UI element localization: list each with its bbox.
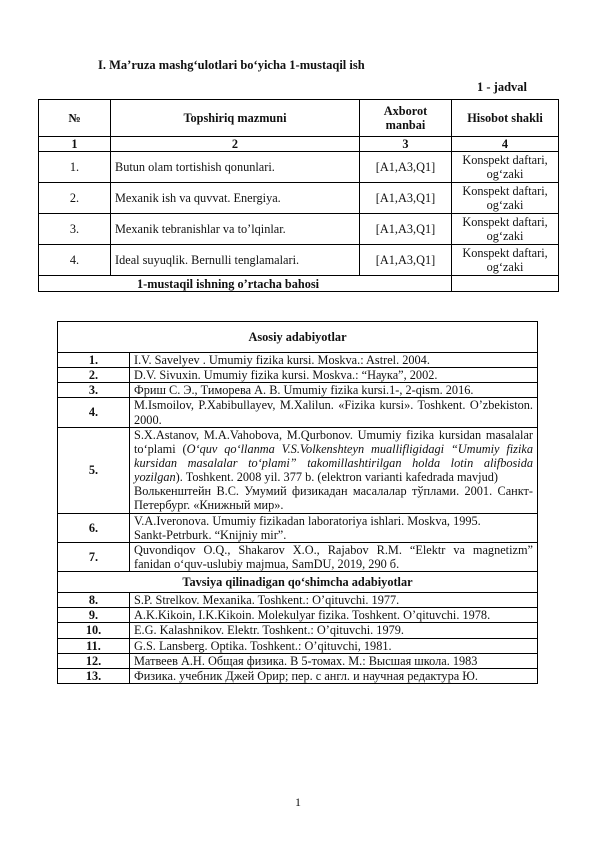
ref-number: 12.: [58, 653, 130, 668]
ref-text-line: Волькенштейн B.C. Умумий физикадан масалалар тўплами. 2001. Санкт-Петербург. «Книжный мир».: [134, 484, 534, 513]
ref-text: I.V. Savelyev . Umumiy fizika kursi. Moskva.: Astrel. 2004.: [130, 353, 538, 368]
page-number: 1: [295, 795, 301, 809]
literature-row: [58, 653, 538, 668]
literature-row: [58, 593, 538, 608]
ref-text: M.Ismoilov, P.Xabibullayev, M.Xalilun. «Fizika kursi». Toshkent. O’zbekiston. 2000.: [130, 398, 538, 427]
col-number: 1: [39, 137, 111, 152]
literature-row: [58, 608, 538, 623]
literature-row: [58, 513, 538, 542]
literature-table: [57, 321, 538, 684]
row-source: [A1,A3,Q1]: [360, 152, 452, 183]
column-number-row: [39, 137, 559, 152]
table-row: [39, 183, 559, 214]
ref-number: 4.: [58, 398, 130, 427]
ref-number: 3.: [58, 383, 130, 398]
ref-number: 8.: [58, 593, 130, 608]
ref-number: 10.: [58, 623, 130, 638]
header-content: Topshiriq mazmuni: [111, 100, 360, 137]
assignments-table: [38, 99, 559, 292]
ref-text: E.G. Kalashnikov. Elektr. Toshkent.: O’qituvchi. 1979.: [130, 623, 538, 638]
table-row: [39, 214, 559, 245]
ref-text: [130, 513, 538, 542]
ref-number: 1.: [58, 353, 130, 368]
ref-text-part: S.X.Astanov, M.A.Vahobova, M.Qurbonov. Umumiy fizika kursidan masalalar to‘plami (: [134, 427, 534, 456]
table-header-row: [39, 100, 559, 137]
ref-number: 13.: [58, 668, 130, 683]
literature-row: [58, 623, 538, 638]
ref-text-line: V.A.Iveronova. Umumiy fizikadan laboratoriya ishlari. Moskva, 1995.: [134, 513, 481, 528]
ref-number: 6.: [58, 513, 130, 542]
literature-row: [58, 668, 538, 683]
table-tag: 1 - jadval: [477, 80, 527, 94]
ref-text-line: Sankt-Petrburk. “Knijniy mir”.: [134, 527, 287, 542]
header-number: №: [39, 100, 111, 137]
literature-row: [58, 638, 538, 653]
ref-number: 11.: [58, 638, 130, 653]
literature-row: [58, 368, 538, 383]
ref-number: 7.: [58, 542, 130, 571]
ref-text: Фриш С. Э., Тиморева А. В. Umumiy fizika kursi.1-, 2-qism. 2016.: [130, 383, 538, 398]
ref-text: G.S. Lansberg. Optika. Toshkent.: O’qituvchi, 1981.: [130, 638, 538, 653]
row-content: Mexanik ish va quvvat. Energiya.: [111, 183, 360, 214]
row-content: Butun olam tortishish qonunlari.: [111, 152, 360, 183]
section-heading: I. Ma’ruza mashg‘ulotlari bo‘yicha 1-mustaqil ish: [98, 58, 365, 72]
average-grade-label: 1-mustaqil ishning o’rtacha bahosi: [39, 276, 452, 292]
header-report: Hisobot shakli: [452, 100, 559, 137]
row-content: Ideal suyuqlik. Bernulli tenglamalari.: [111, 245, 360, 276]
row-number: 3.: [39, 214, 111, 245]
ref-text: [130, 427, 538, 513]
ref-text: D.V. Sivuxin. Umumiy fizika kursi. Moskva.: “Наука”, 2002.: [130, 368, 538, 383]
average-grade-value: [452, 276, 559, 292]
literature-row: [58, 398, 538, 427]
ref-number: 5.: [58, 427, 130, 513]
ref-text: S.P. Strelkov. Mexanika. Toshkent.: O’qituvchi. 1977.: [130, 593, 538, 608]
row-report: Konspekt daftari, og‘zaki: [452, 214, 559, 245]
main-literature-title: Asosiy adabiyotlar: [58, 322, 538, 353]
row-source: [A1,A3,Q1]: [360, 245, 452, 276]
extra-literature-title: Tavsiya qilinadigan qo‘shimcha adabiyotlar: [58, 572, 538, 593]
header-source: Axborot manbai: [360, 100, 452, 137]
literature-row: [58, 353, 538, 368]
row-report: Konspekt daftari, og‘zaki: [452, 183, 559, 214]
row-report: Konspekt daftari, og‘zaki: [452, 152, 559, 183]
ref-text: A.K.Kikoin, I.K.Kikoin. Molekulyar fizika. Toshkent. O’qituvchi. 1978.: [130, 608, 538, 623]
ref-text-part: ). Toshkent. 2008 yil. 377 b. (elektron varianti kafedrada mavjud): [175, 470, 498, 485]
row-report: Konspekt daftari, og‘zaki: [452, 245, 559, 276]
row-source: [A1,A3,Q1]: [360, 183, 452, 214]
ref-text: Физика. учебник Джей Орир; пер. с англ. и научная редактура Ю.: [130, 668, 538, 683]
ref-text: Матвеев А.Н. Общая физика. В 5-томах. М.: Высшая школа. 1983: [130, 653, 538, 668]
col-number: 3: [360, 137, 452, 152]
ref-text-italic: O‘quv qo‘llanma V.S.Volkenshteyn muallifligidagi “Umumiy fizika kursidan masalalar to‘plami” takomillashtirilgan holda lotin alifbosida yozilgan: [134, 441, 534, 485]
col-number: 4: [452, 137, 559, 152]
literature-row: [58, 542, 538, 571]
row-number: 2.: [39, 183, 111, 214]
ref-number: 2.: [58, 368, 130, 383]
footer-row: [39, 276, 559, 292]
row-number: 1.: [39, 152, 111, 183]
table-row: [39, 152, 559, 183]
row-source: [A1,A3,Q1]: [360, 214, 452, 245]
literature-row: [58, 383, 538, 398]
row-number: 4.: [39, 245, 111, 276]
literature-row: [58, 427, 538, 513]
table-row: [39, 245, 559, 276]
ref-number: 9.: [58, 608, 130, 623]
row-content: Mexanik tebranishlar va to’lqinlar.: [111, 214, 360, 245]
col-number: 2: [111, 137, 360, 152]
ref-text: Quvondiqov O.Q., Shakarov X.O., Rajabov R.M. “Elektr va magnetizm” fanidan o‘quv-uslubiy majmua, SamDU, 2019, 290 б.: [130, 542, 538, 571]
